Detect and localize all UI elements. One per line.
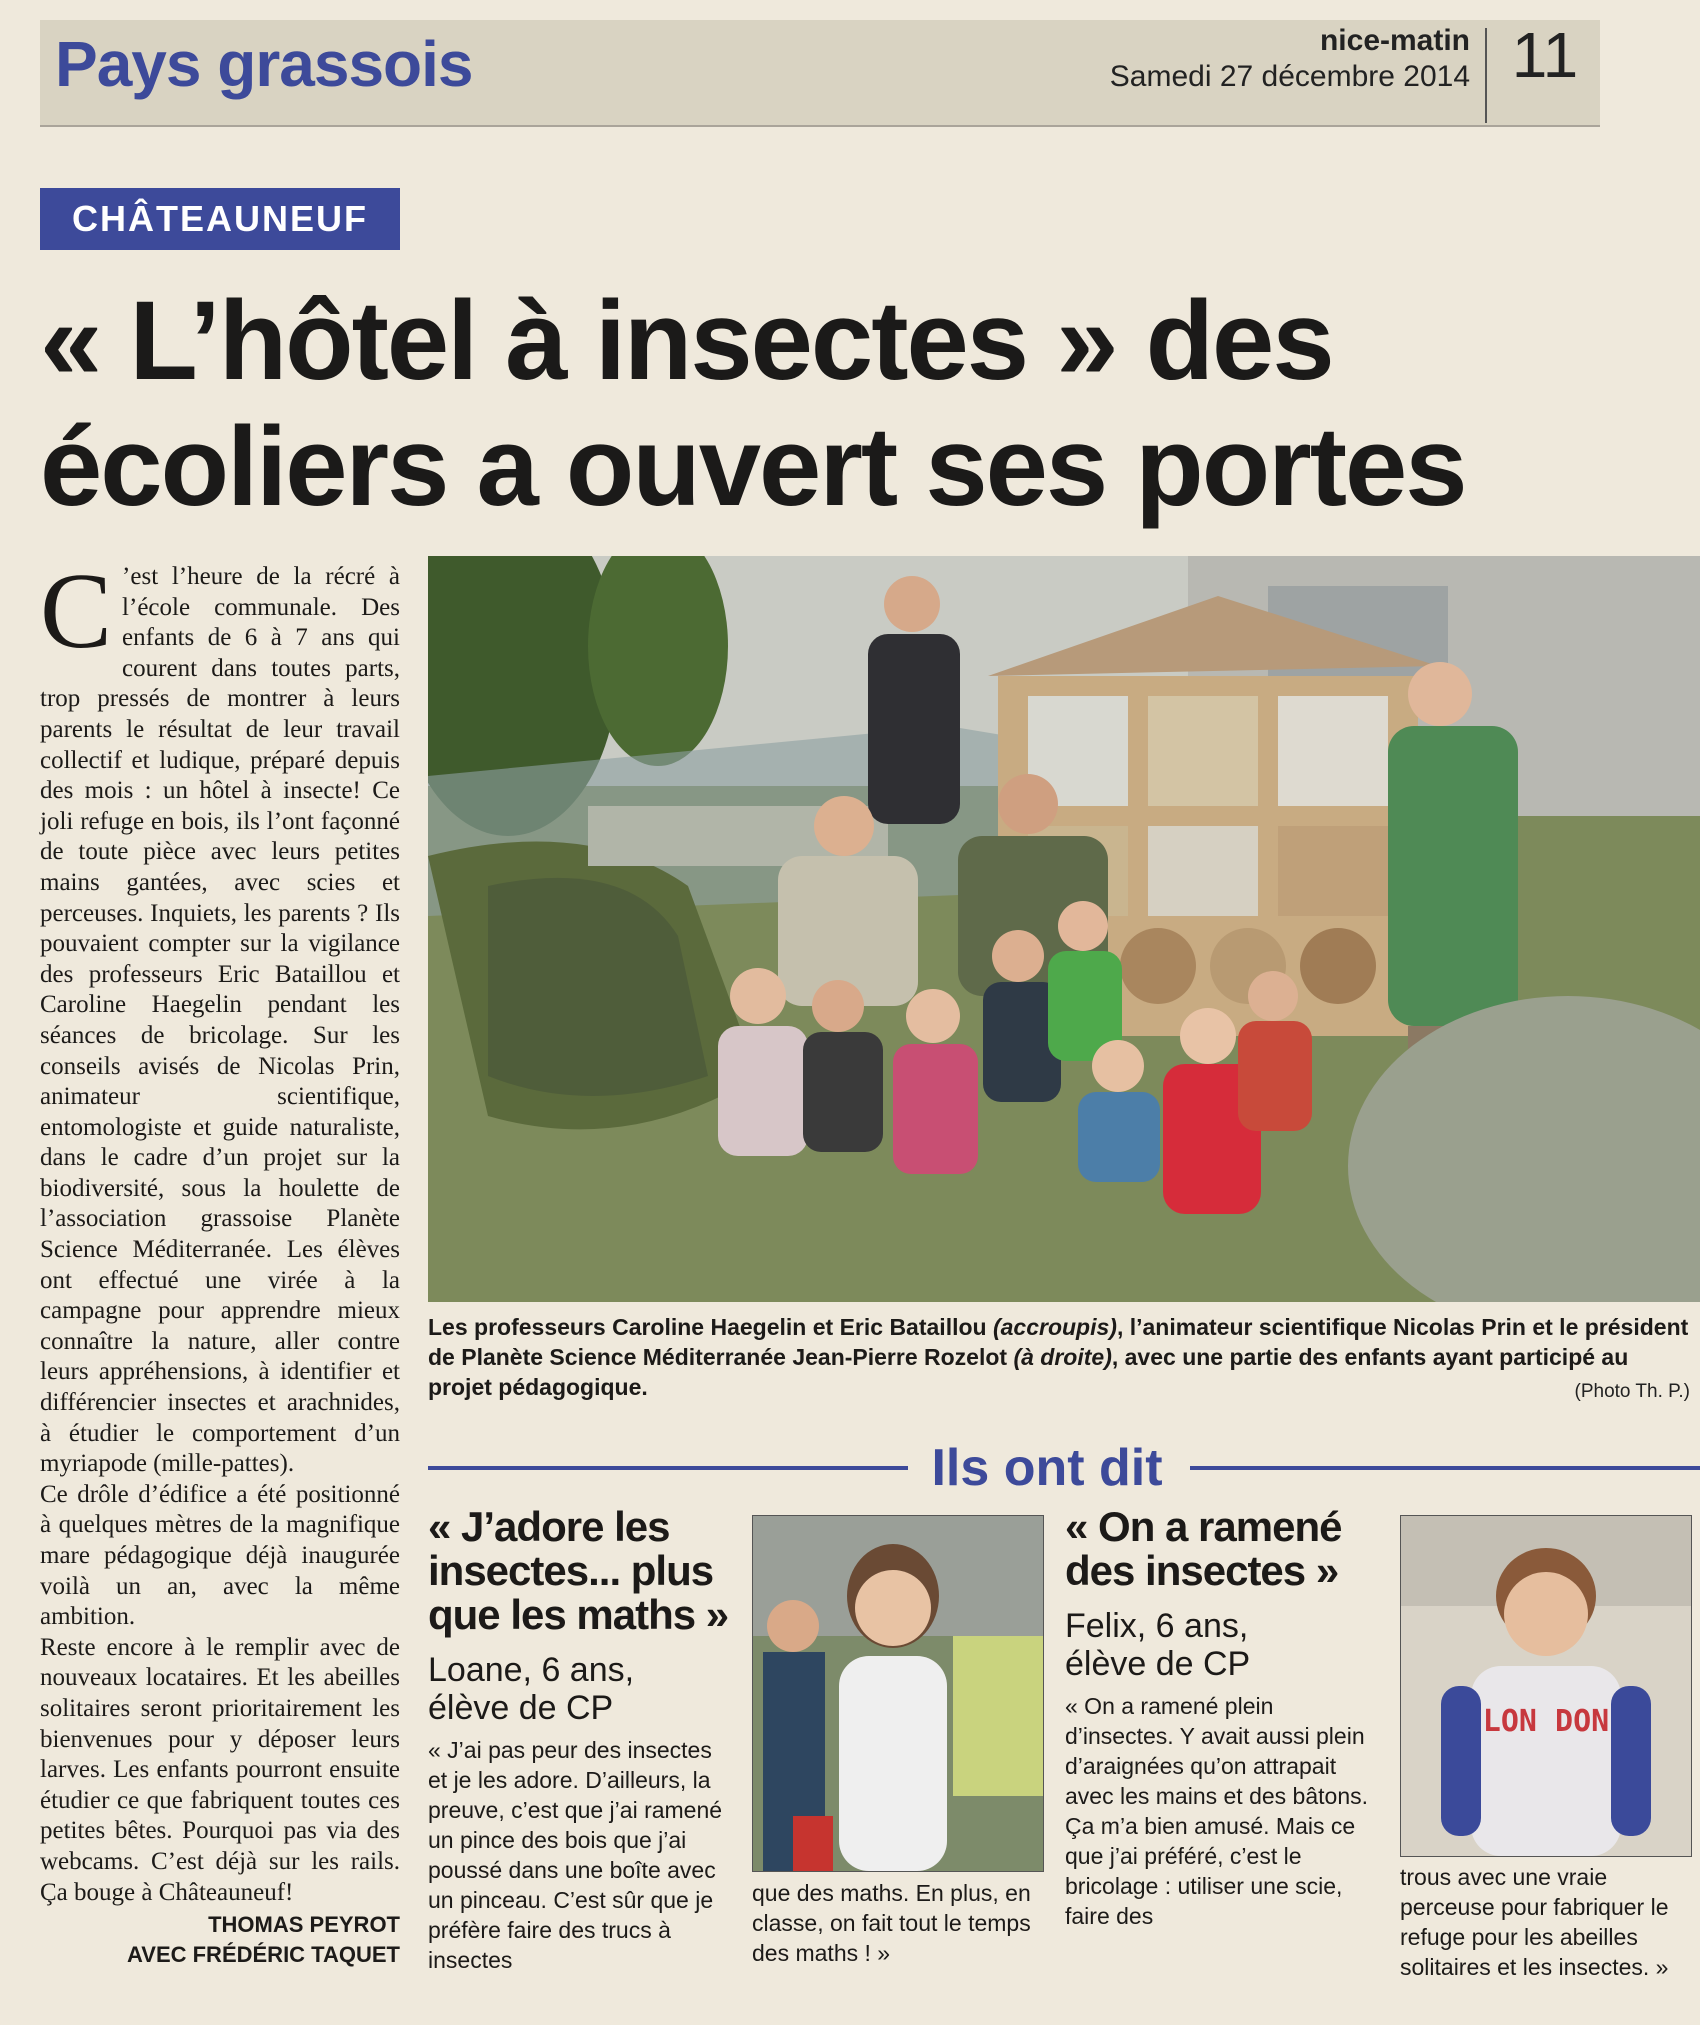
sidebar-rule-left	[428, 1466, 908, 1470]
quote-1-text: « J’ai pas peur des insectes et je les adore. D’ailleurs, la preuve, c’est que j’ai ramené un pince des bois que j’ai poussé dans une boîte avec un pinceau. C’est sûr que je préfère faire des trucs à insectes	[428, 1737, 723, 1973]
quote-1-title: « J’adore les insectes... plus que les maths »	[428, 1503, 729, 1638]
main-photo	[428, 556, 1700, 1302]
author-1: THOMAS PEYROT	[208, 1912, 400, 1937]
publication-date: Samedi 27 décembre 2014	[1109, 60, 1470, 93]
quote-2	[1065, 1505, 1370, 1931]
article-kicker: CHÂTEAUNEUF	[40, 188, 400, 250]
quote-1	[428, 1505, 733, 1975]
page-number: 11	[1511, 19, 1579, 91]
author-2: AVEC FRÉDÉRIC TAQUET	[127, 1942, 400, 1967]
quote-2-name: Felix, 6 ans,	[1065, 1607, 1249, 1645]
sidebar-title: Ils ont dit	[931, 1439, 1163, 1497]
caption-part-1: Les professeurs Caroline Haegelin et Eric Bataillou	[428, 1314, 993, 1340]
photo-credit: (Photo Th. P.)	[1574, 1381, 1690, 1402]
sidebar-rule-right	[1190, 1466, 1700, 1470]
caption-part-2: (accroupis)	[992, 1314, 1117, 1340]
paragraph-1: ’est l’heure de la récré à l’école communale. Des enfants de 6 à 7 ans qui courent dans toutes parts, trop pressés de montrer à leurs parents le résultat de leur travail collectif et ludique, préparé depuis des mois : un hôtel à insecte! Ce joli refuge en bois, ils l’ont façonné de toute pièce avec leurs petites mains gantées, avec scies et perceuses. Inquiets, les parents ? Ils pouvaient compter sur la vigilance des professeurs Eric Bataillou et Caroline Haegelin pendant les séances de bricolage. Sur les conseils avisés de Nicolas Prin, animateur scientifique, entomologiste et guide naturaliste, dans le cadre d’un projet sur la biodiversité, sous la houlette de l’association grassoise Planète Science Méditerranée. Les élèves ont effectué une virée à la campagne pour apprendre mieux connaître la nature, aller contre leurs appréhensions, à identifier et différencier insectes et arachnides, à étudier le comportement d’un myriapode (mille-pattes).	[40, 563, 400, 1478]
byline	[40, 1910, 400, 1970]
girl-portrait-illustration	[753, 1516, 1043, 1871]
quote-1-name: Loane, 6 ans,	[428, 1651, 635, 1689]
headline-line-1: « L’hôtel à insectes » des	[40, 278, 1333, 403]
header-rule	[40, 125, 1600, 127]
caption-part-4: (à droite)	[1013, 1344, 1112, 1370]
quote-1-text-continued: que des maths. En plus, en classe, on fait tout le temps des maths ! »	[752, 1880, 1031, 1966]
quote-2-text-continued: trous avec une vraie perceuse pour fabriquer le refuge pour les abeilles solitaires et les insectes. »	[1400, 1864, 1669, 1980]
headline-line-2: écoliers a ouvert ses portes	[40, 404, 1466, 529]
headline	[40, 278, 1680, 530]
quote-2-text: « On a ramené plein d’insectes. Y avait aussi plein d’araignées qu’on attrapait avec les mains et des bâtons. Ça m’a bien amusé. Mais ce que j’ai préféré, c’est le bricolage : utiliser une scie, faire des	[1065, 1693, 1368, 1929]
section-title: Pays grassois	[55, 28, 473, 100]
quote-2-title: « On a ramené des insectes »	[1065, 1503, 1342, 1594]
newspaper-name: nice-matin	[1319, 24, 1470, 57]
quote-1-grade: élève de CP	[428, 1689, 614, 1727]
drop-cap: C	[40, 552, 113, 671]
paragraph-3: Reste encore à le remplir avec de nouveaux locataires. Et les abeilles solitaires seront prioritairement les bienvenues pour y déposer leurs larves. Les enfants pourront ensuite étudier ce que fabriquent toutes ces petites bêtes. Pourquoi pas via des webcams. C’est déjà sur les rails. Ça bouge à Châteauneuf!	[40, 1633, 400, 1906]
paragraph-2: Ce drôle d’édifice a été positionné à quelques mètres de la magnifique mare pédagogique déjà inaugurée voilà un an, avec la même ambition.	[40, 1480, 400, 1631]
quote-2-photo	[1400, 1515, 1692, 1857]
caption-part-3: , l’animateur scientifique Nicolas Prin et le président de Planète Science Méditerranée Jean-Pierre Rozelot	[428, 1314, 1689, 1370]
header-divider	[1485, 28, 1487, 123]
boy-portrait-illustration	[1401, 1516, 1691, 1856]
article-body	[40, 552, 400, 1908]
caption-part-5: , avec une partie des enfants ayant participé au projet pédagogique.	[428, 1344, 1629, 1400]
shirt-print: LON DON	[1482, 1704, 1610, 1739]
group-photo-illustration	[428, 556, 1700, 1302]
quote-1-photo	[752, 1515, 1044, 1872]
quote-2-grade: élève de CP	[1065, 1645, 1251, 1683]
